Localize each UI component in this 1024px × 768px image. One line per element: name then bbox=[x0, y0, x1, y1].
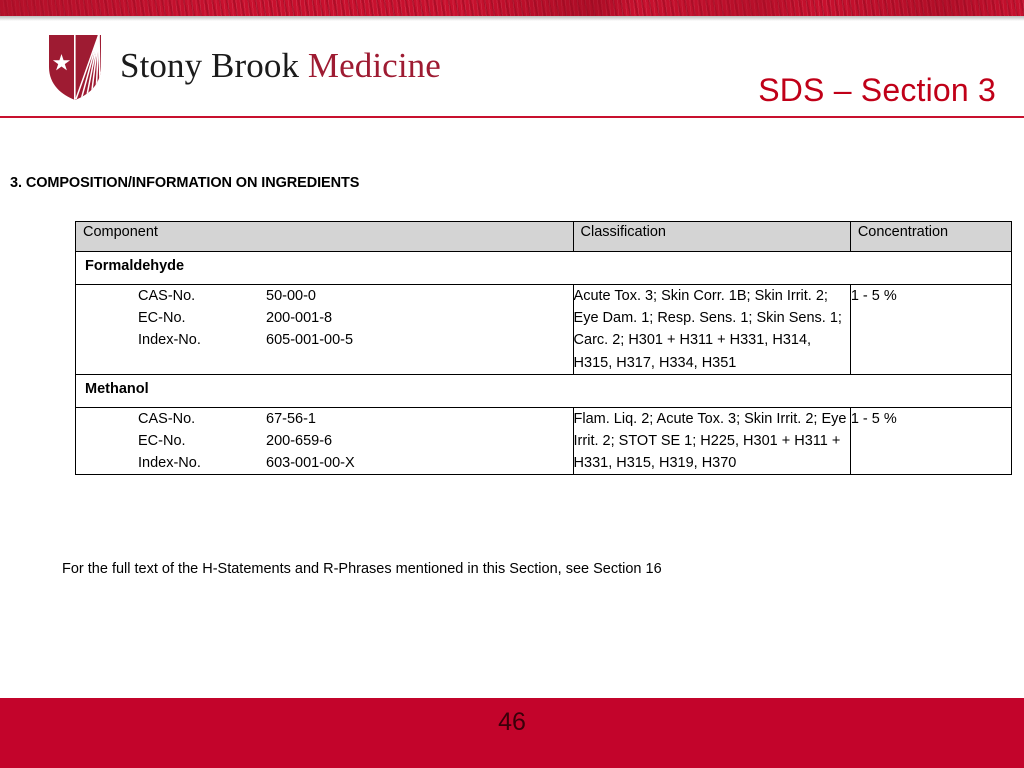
banner-sweep-overlay bbox=[0, 0, 1024, 16]
identifier-value: 67-56-1 bbox=[266, 410, 316, 427]
component-name: Formaldehyde bbox=[76, 252, 1012, 285]
brand-logo bbox=[47, 33, 441, 102]
identifier-value: 200-659-6 bbox=[266, 432, 333, 449]
page-number: 46 bbox=[498, 708, 526, 736]
identifier-label: EC-No. bbox=[138, 432, 186, 449]
column-header-component: Component bbox=[76, 222, 574, 252]
column-header-classification: Classification bbox=[573, 222, 850, 252]
component-classification: Flam. Liq. 2; Acute Tox. 3; Skin Irrit. 2; Eye Irrit. 2; STOT SE 1; H225, H301 + H311 + H331, H315, H319, H370 bbox=[573, 407, 850, 475]
wordmark-secondary: Medicine bbox=[307, 46, 441, 85]
identifier-value: 605-001-00-5 bbox=[266, 332, 354, 349]
slide-header bbox=[0, 21, 1024, 118]
identifier-row bbox=[76, 329, 573, 351]
identifier-value: 200-001-8 bbox=[266, 310, 333, 327]
component-name: Methanol bbox=[76, 374, 1012, 407]
identifier-label: CAS-No. bbox=[138, 288, 196, 304]
identifier-label: CAS-No. bbox=[138, 410, 196, 427]
table-row bbox=[76, 252, 1012, 285]
identifier-row bbox=[76, 430, 573, 452]
brand-wordmark bbox=[120, 48, 441, 87]
component-concentration: 1 - 5 % bbox=[850, 407, 1011, 475]
slide-footer bbox=[0, 698, 1024, 768]
top-decorative-banner bbox=[0, 0, 1024, 16]
table-row bbox=[76, 285, 1012, 375]
table-row bbox=[76, 407, 1012, 475]
component-identifiers bbox=[76, 407, 574, 475]
identifier-value: 50-00-0 bbox=[266, 288, 316, 304]
identifier-label: Index-No. bbox=[138, 455, 201, 472]
identifier-value: 603-001-00-X bbox=[266, 455, 355, 472]
slide-content bbox=[0, 118, 1024, 694]
composition-table bbox=[75, 221, 1012, 475]
identifier-row bbox=[76, 285, 573, 307]
identifier-row bbox=[76, 452, 573, 474]
identifier-row bbox=[76, 307, 573, 329]
component-concentration: 1 - 5 % bbox=[850, 285, 1011, 375]
table-header-row bbox=[76, 222, 1012, 252]
column-header-concentration: Concentration bbox=[850, 222, 1011, 252]
section-heading: 3. COMPOSITION/INFORMATION ON INGREDIENTS bbox=[10, 175, 360, 191]
identifier-row bbox=[76, 408, 573, 430]
component-identifiers bbox=[76, 285, 574, 375]
wordmark-primary: Stony Brook bbox=[120, 46, 300, 85]
component-classification: Acute Tox. 3; Skin Corr. 1B; Skin Irrit. 2; Eye Dam. 1; Resp. Sens. 1; Skin Sens. 1; Carc. 2; H301 + H311 + H331, H314, H315, H317, H334, H351 bbox=[573, 285, 850, 375]
table-row bbox=[76, 374, 1012, 407]
table-footnote: For the full text of the H-Statements and R-Phrases mentioned in this Section, see Section 16 bbox=[62, 561, 662, 577]
identifier-label: EC-No. bbox=[138, 310, 186, 327]
page-title: SDS – Section 3 bbox=[758, 72, 996, 108]
identifier-label: Index-No. bbox=[138, 332, 201, 349]
stony-brook-shield-icon bbox=[47, 33, 103, 102]
